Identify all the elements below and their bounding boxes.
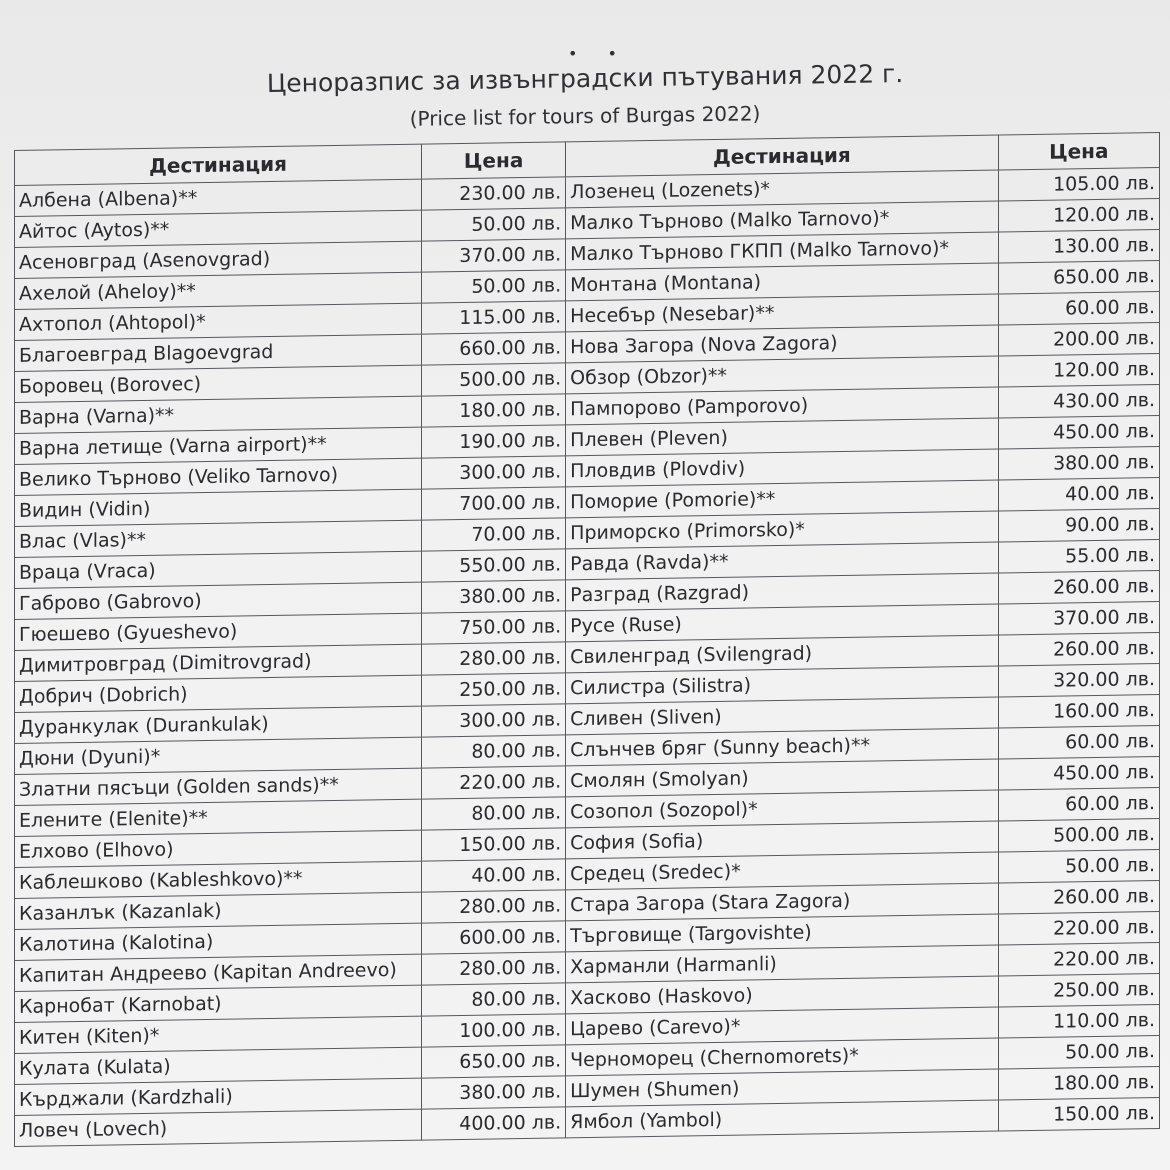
cell-destination-left: Китен (Kiten)* <box>15 1016 422 1053</box>
document-subtitle: (Price list for tours of Burgas 2022) <box>409 101 761 131</box>
cell-price-left: 650.00 лв. <box>422 1045 566 1078</box>
cell-price-right: 50.00 лв. <box>998 850 1159 884</box>
cell-price-right: 380.00 лв. <box>998 447 1159 481</box>
cell-destination-left: Ахтопол (Ahtopol)* <box>15 303 422 340</box>
cell-price-right: 220.00 лв. <box>998 912 1159 946</box>
cell-destination-right: Пампорово (Pamporovo) <box>566 387 998 425</box>
cell-destination-left: Ахелой (Aheloy)** <box>15 272 422 309</box>
cell-price-left: 380.00 лв. <box>422 580 566 613</box>
cell-destination-left: Казанлък (Kazanlak) <box>15 892 422 929</box>
cell-destination-right: Хасково (Haskovo) <box>566 976 998 1014</box>
cell-destination-left: Елхово (Elhovo) <box>15 830 422 867</box>
cell-destination-right: Приморско (Primorsko)* <box>566 511 998 549</box>
cell-destination-left: Враца (Vraca) <box>15 551 422 588</box>
cell-price-left: 40.00 лв. <box>422 859 566 892</box>
cell-destination-right: Харманли (Harmanli) <box>566 945 998 983</box>
cell-price-left: 300.00 лв. <box>422 704 566 737</box>
cell-price-right: 260.00 лв. <box>998 633 1159 667</box>
cell-price-left: 280.00 лв. <box>422 642 566 675</box>
cell-price-left: 80.00 лв. <box>422 735 566 768</box>
cell-price-left: 80.00 лв. <box>422 797 566 830</box>
cell-price-left: 300.00 лв. <box>422 456 566 489</box>
cell-destination-left: Димитровград (Dimitrovgrad) <box>15 644 422 681</box>
cell-price-right: 150.00 лв. <box>998 1098 1159 1132</box>
cell-destination-left: Албена (Albena)** <box>15 179 422 216</box>
cell-destination-right: Търговище (Targovishte) <box>566 914 998 952</box>
cell-price-right: 55.00 лв. <box>998 540 1159 574</box>
column-header-price-left: Цена <box>422 142 566 179</box>
cell-price-right: 120.00 лв. <box>998 354 1159 388</box>
cell-destination-left: Калотина (Kalotina) <box>15 923 422 960</box>
cell-destination-left: Капитан Андреево (Kapitan Andreevo) <box>15 954 422 991</box>
cell-price-left: 100.00 лв. <box>422 1014 566 1047</box>
cell-destination-left: Ловеч (Lovech) <box>15 1109 422 1146</box>
cell-price-left: 50.00 лв. <box>422 208 566 241</box>
cell-destination-right: Плевен (Pleven) <box>566 418 998 456</box>
cell-price-left: 180.00 лв. <box>422 394 566 427</box>
cell-destination-left: Айтос (Aytos)** <box>15 210 422 247</box>
cell-price-right: 60.00 лв. <box>998 292 1159 326</box>
cell-destination-right: Пловдив (Plovdiv) <box>566 449 998 487</box>
cell-price-left: 750.00 лв. <box>422 611 566 644</box>
cell-price-right: 430.00 лв. <box>998 385 1159 419</box>
cell-destination-right: Свиленград (Svilengrad) <box>566 635 998 673</box>
cell-price-left: 370.00 лв. <box>422 239 566 272</box>
cell-price-right: 90.00 лв. <box>998 509 1159 543</box>
cell-price-right: 60.00 лв. <box>998 788 1159 822</box>
cell-destination-left: Варна летище (Varna airport)** <box>15 427 422 464</box>
cell-destination-right: Слънчев бряг (Sunny beach)** <box>566 728 998 766</box>
cell-price-right: 200.00 лв. <box>998 323 1159 357</box>
cell-destination-right: Ямбол (Yambol) <box>566 1100 998 1138</box>
cell-price-left: 50.00 лв. <box>422 270 566 303</box>
cell-price-right: 220.00 лв. <box>998 943 1159 977</box>
cell-price-right: 450.00 лв. <box>998 416 1159 450</box>
cell-destination-right: Малко Търново ГКПП (Malko Tarnovo)* <box>566 232 998 270</box>
cell-destination-left: Кулата (Kulata) <box>15 1047 422 1084</box>
cell-price-left: 660.00 лв. <box>422 332 566 365</box>
document-title: Ценоразпис за извънградски пътувания 2022 г. <box>266 59 904 98</box>
cell-destination-left: Карнобат (Karnobat) <box>15 985 422 1022</box>
cell-price-left: 500.00 лв. <box>422 363 566 396</box>
cell-price-right: 260.00 лв. <box>998 571 1159 605</box>
cell-destination-right: Обзор (Obzor)** <box>566 356 998 394</box>
cell-destination-right: Поморие (Pomorie)** <box>566 480 998 518</box>
cell-destination-left: Елените (Elenite)** <box>15 799 422 836</box>
cell-destination-left: Боровец (Borovec) <box>15 365 422 402</box>
cell-destination-right: Разград (Razgrad) <box>566 573 998 611</box>
cell-destination-right: Смолян (Smolyan) <box>566 759 998 797</box>
cell-price-left: 70.00 лв. <box>422 518 566 551</box>
cell-price-right: 500.00 лв. <box>998 819 1159 853</box>
cell-price-left: 400.00 лв. <box>422 1107 566 1140</box>
cell-price-right: 120.00 лв. <box>998 199 1159 233</box>
cell-destination-right: Стара Загора (Stara Zagora) <box>566 883 998 921</box>
cell-destination-right: Средец (Sredec)* <box>566 852 998 890</box>
cell-price-left: 600.00 лв. <box>422 921 566 954</box>
cell-destination-right: Нова Загора (Nova Zagora) <box>566 325 998 363</box>
cell-price-right: 370.00 лв. <box>998 602 1159 636</box>
cell-destination-left: Добрич (Dobrich) <box>15 675 422 712</box>
cell-price-right: 650.00 лв. <box>998 261 1159 295</box>
cell-price-right: 130.00 лв. <box>998 230 1159 264</box>
cell-destination-left: Златни пясъци (Golden sands)** <box>15 768 422 805</box>
cell-destination-left: Дюни (Dyuni)* <box>15 737 422 774</box>
cell-destination-right: Созопол (Sozopol)* <box>566 790 998 828</box>
cell-price-left: 700.00 лв. <box>422 487 566 520</box>
cell-destination-right: Шумен (Shumen) <box>566 1069 998 1107</box>
cell-destination-right: Сливен (Sliven) <box>566 697 998 735</box>
cell-destination-right: Черноморец (Chernomorets)* <box>566 1038 998 1076</box>
cell-destination-right: Русе (Ruse) <box>566 604 998 642</box>
cell-destination-right: София (Sofia) <box>566 821 998 859</box>
cell-destination-left: Асеновград (Asenovgrad) <box>15 241 422 278</box>
cell-price-right: 40.00 лв. <box>998 478 1159 512</box>
column-header-price-right: Цена <box>998 133 1159 171</box>
cell-price-right: 110.00 лв. <box>998 1005 1159 1039</box>
cell-price-left: 250.00 лв. <box>422 673 566 706</box>
cell-destination-right: Царево (Carevo)* <box>566 1007 998 1045</box>
cell-price-left: 280.00 лв. <box>422 890 566 923</box>
cell-destination-right: Малко Търново (Malko Tarnovo)* <box>566 201 998 239</box>
cell-price-right: 60.00 лв. <box>998 726 1159 760</box>
cell-price-left: 280.00 лв. <box>422 952 566 985</box>
cell-destination-right: Несебър (Nesebar)** <box>566 294 998 332</box>
cell-price-left: 80.00 лв. <box>422 983 566 1016</box>
cell-destination-left: Видин (Vidin) <box>15 489 422 526</box>
cell-price-right: 180.00 лв. <box>998 1067 1159 1101</box>
cell-price-right: 160.00 лв. <box>998 695 1159 729</box>
table-body <box>15 168 1160 1147</box>
cell-destination-right: Монтана (Montana) <box>566 263 998 301</box>
column-header-destination-right: Дестинация <box>566 135 998 177</box>
cell-price-left: 230.00 лв. <box>422 177 566 210</box>
cell-price-right: 250.00 лв. <box>998 974 1159 1008</box>
cell-price-right: 320.00 лв. <box>998 664 1159 698</box>
column-header-destination-left: Дестинация <box>15 144 422 185</box>
cell-destination-left: Гюешево (Gyueshevo) <box>15 613 422 650</box>
cell-price-left: 550.00 лв. <box>422 549 566 582</box>
cell-price-right: 260.00 лв. <box>998 881 1159 915</box>
cell-destination-right: Равда (Ravda)** <box>566 542 998 580</box>
cell-price-left: 220.00 лв. <box>422 766 566 799</box>
cell-destination-left: Велико Търново (Veliko Tarnovo) <box>15 458 422 495</box>
cell-destination-left: Кърджали (Kardzhali) <box>15 1078 422 1115</box>
cell-price-right: 50.00 лв. <box>998 1036 1159 1070</box>
cell-destination-left: Габрово (Gabrovo) <box>15 582 422 619</box>
cell-destination-right: Лозенец (Lozenets)* <box>566 170 998 208</box>
cell-price-left: 380.00 лв. <box>422 1076 566 1109</box>
cell-price-right: 450.00 лв. <box>998 757 1159 791</box>
cell-price-left: 115.00 лв. <box>422 301 566 334</box>
decorative-dots: •• <box>568 44 647 63</box>
cell-price-right: 105.00 лв. <box>998 168 1159 202</box>
price-table-wrapper <box>14 132 1160 1140</box>
cell-price-left: 190.00 лв. <box>422 425 566 458</box>
cell-destination-left: Варна (Varna)** <box>15 396 422 433</box>
cell-destination-left: Благоевград Blagoevgrad <box>15 334 422 371</box>
cell-destination-left: Влас (Vlas)** <box>15 520 422 557</box>
cell-destination-right: Силистра (Silistra) <box>566 666 998 704</box>
cell-price-left: 150.00 лв. <box>422 828 566 861</box>
cell-destination-left: Дуранкулак (Durankulak) <box>15 706 422 743</box>
price-table <box>14 132 1160 1147</box>
cell-destination-left: Каблешково (Kableshkovo)** <box>15 861 422 898</box>
